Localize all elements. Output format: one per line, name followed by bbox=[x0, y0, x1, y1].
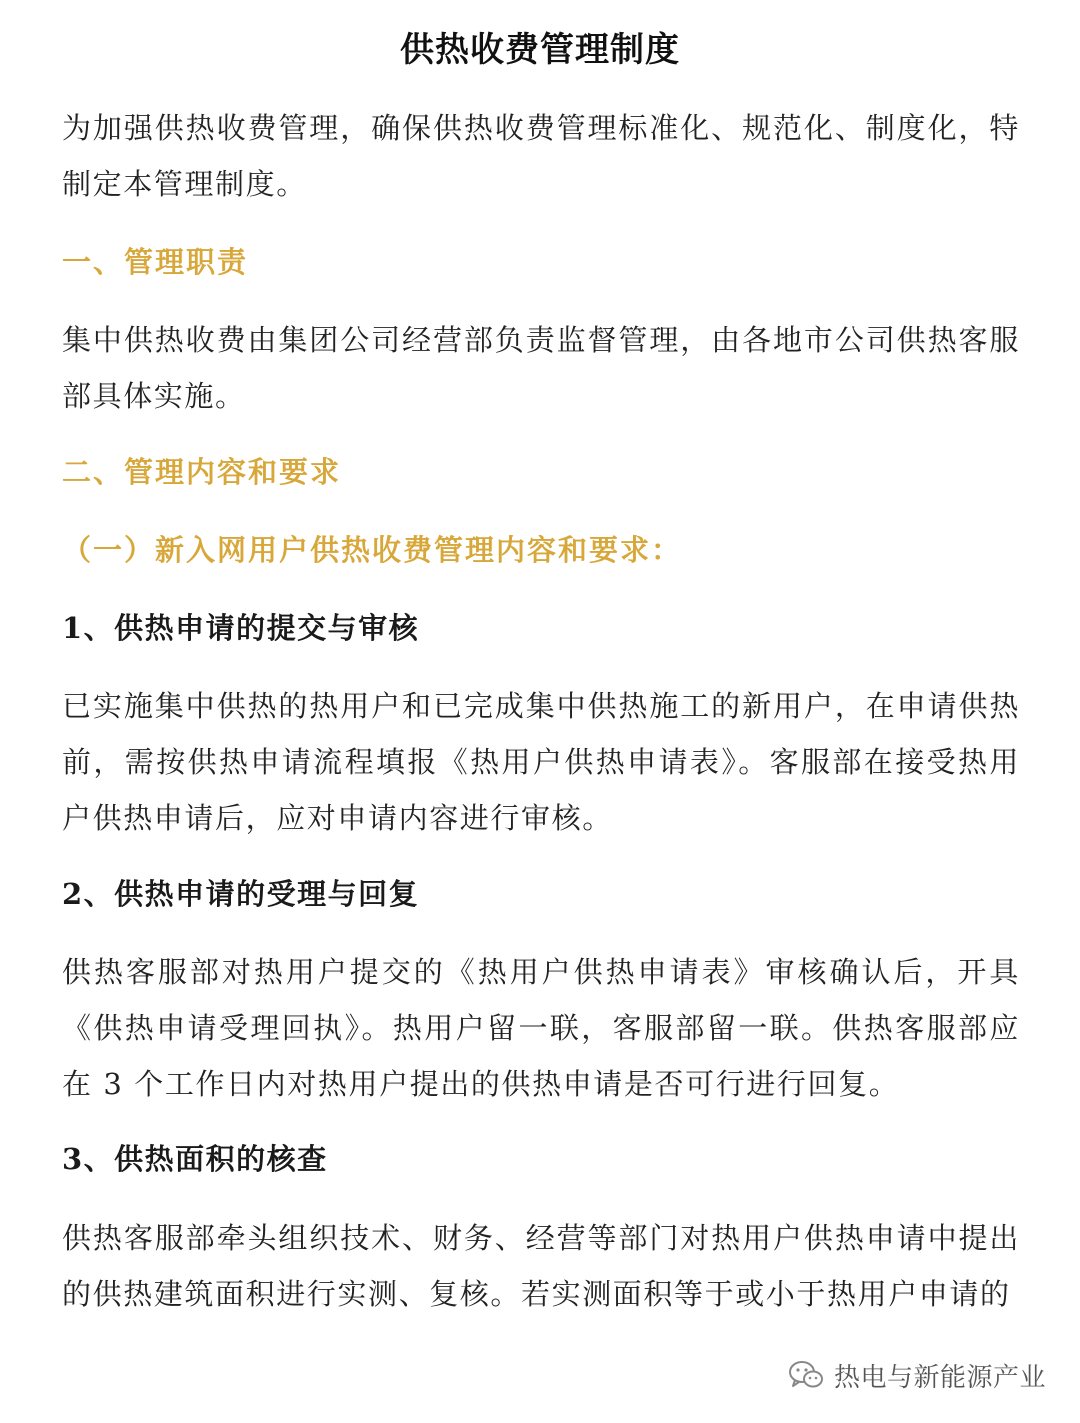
application-submission-paragraph: 已实施集中供热的热用户和已完成集中供热施工的新用户，在申请供热前，需按供热申请流程填报《热用户供热申请表》。客服部在接受热用户供热申请后，应对申请内容进行审核。 bbox=[62, 689, 1020, 835]
document-title: 供热收费管理制度 bbox=[400, 30, 680, 70]
item-heading-application-reply: 2、供热申请的受理与回复 bbox=[62, 877, 420, 911]
item-heading-area-check: 3、供热面积的核查 bbox=[62, 1142, 328, 1176]
area-check-paragraph: 供热客服部牵头组织技术、财务、经营等部门对热用户供热申请中提出的供热建筑面积进行实测、复核。若实测面积等于或小于热用户申请的 bbox=[62, 1221, 1020, 1311]
intro-paragraph: 为加强供热收费管理，确保供热收费管理标准化、规范化、制度化，特制定本管理制度。 bbox=[62, 111, 1020, 201]
section-heading-content-requirements: 二、管理内容和要求 bbox=[62, 455, 342, 489]
subsection-heading-new-users: （一）新入网用户供热收费管理内容和要求： bbox=[62, 533, 683, 567]
wechat-icon bbox=[788, 1359, 824, 1391]
responsibilities-paragraph: 集中供热收费由集团公司经营部负责监督管理，由各地市公司供热客服部具体实施。 bbox=[62, 323, 1020, 413]
watermark bbox=[788, 1353, 1046, 1397]
application-reply-paragraph: 供热客服部对热用户提交的《热用户供热申请表》审核确认后，开具《供热申请受理回执》。热用户留一联，客服部留一联。供热客服部应在 3 个工作日内对热用户提出的供热申请是否可行进行回复。 bbox=[62, 955, 1020, 1101]
watermark-text: 热电与新能源产业 bbox=[833, 1362, 1046, 1393]
section-heading-responsibilities: 一、管理职责 bbox=[62, 245, 249, 279]
item-heading-application-submission: 1、供热申请的提交与审核 bbox=[62, 611, 420, 645]
